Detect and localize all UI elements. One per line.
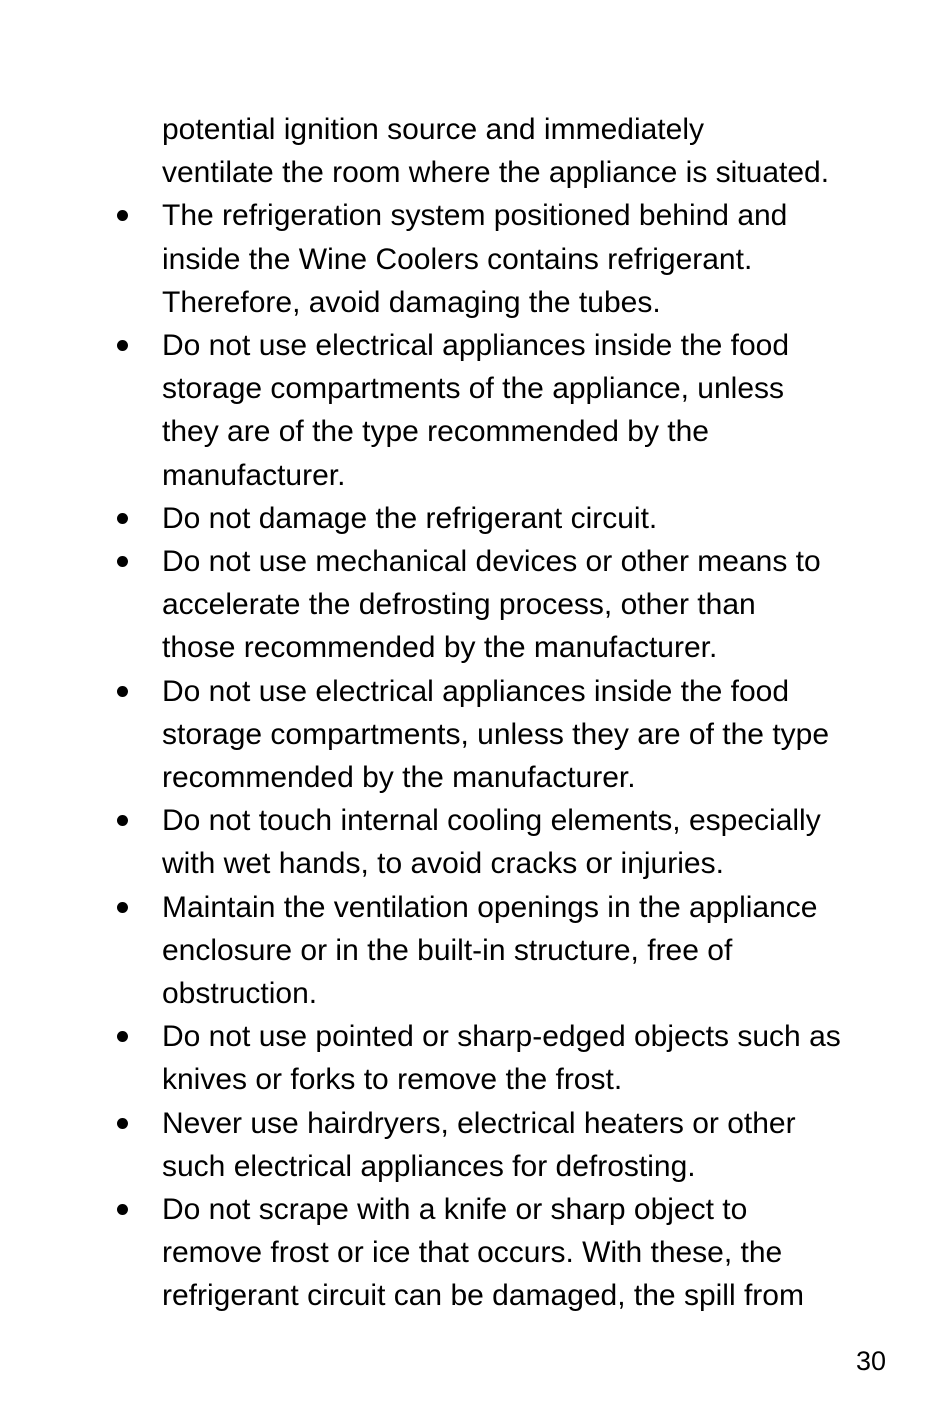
text-line: inside the Wine Coolers contains refrigerant. <box>162 242 753 276</box>
page-number: 30 <box>855 1346 886 1376</box>
text-line: accelerate the defrosting process, other than <box>162 588 756 622</box>
text-line: Therefore, avoid damaging the tubes. <box>162 285 661 319</box>
bullet-item <box>162 670 902 800</box>
text-line: those recommended by the manufacturer. <box>162 631 718 665</box>
continued-paragraph <box>162 108 902 194</box>
text-line: Never use hairdryers, electrical heaters or other <box>162 1106 796 1140</box>
text-line: storage compartments of the appliance, unless <box>162 372 785 406</box>
bullet-icon <box>117 1031 128 1042</box>
text-line: Do not use electrical appliances inside the food <box>162 329 790 363</box>
text-line: manufacturer. <box>162 458 346 492</box>
bullet-icon <box>117 556 128 567</box>
bullet-item <box>162 799 902 885</box>
text-line: with wet hands, to avoid cracks or injuries. <box>162 847 724 881</box>
bullet-item <box>162 497 902 540</box>
bullet-icon <box>117 1118 128 1129</box>
text-line: knives or forks to remove the frost. <box>162 1063 623 1097</box>
text-line: Do not scrape with a knife or sharp object to <box>162 1193 748 1227</box>
bullet-icon <box>117 902 128 913</box>
safety-text <box>162 108 902 1318</box>
text-line: ventilate the room where the appliance is situated. <box>162 156 830 190</box>
text-line: Maintain the ventilation openings in the appliance <box>162 890 818 924</box>
bullet-item <box>162 194 902 324</box>
bullet-item <box>162 886 902 1016</box>
text-line: remove frost or ice that occurs. With these, the <box>162 1236 783 1270</box>
text-line: potential ignition source and immediately <box>162 113 704 146</box>
text-line: recommended by the manufacturer. <box>162 761 636 795</box>
bullet-item <box>162 324 902 497</box>
text-line: Do not touch internal cooling elements, especially <box>162 804 821 838</box>
bullet-icon <box>117 340 128 351</box>
text-line: Do not use pointed or sharp-edged objects such as <box>162 1020 841 1054</box>
text-line: such electrical appliances for defrosting. <box>162 1149 696 1183</box>
safety-bullet-list <box>162 194 902 1317</box>
text-line: Do not use mechanical devices or other means to <box>162 545 821 579</box>
text-line: refrigerant circuit can be damaged, the spill from <box>162 1279 804 1313</box>
bullet-icon <box>117 686 128 697</box>
text-line: obstruction. <box>162 977 318 1011</box>
text-line: storage compartments, unless they are of the type <box>162 717 830 751</box>
bullet-item <box>162 1015 902 1101</box>
text-line: they are of the type recommended by the <box>162 415 709 449</box>
text-line: The refrigeration system positioned behind and <box>162 199 788 233</box>
text-line: Do not use electrical appliances inside the food <box>162 674 790 708</box>
bullet-icon <box>117 1204 128 1215</box>
bullet-icon <box>117 513 128 524</box>
text-line: Do not damage the refrigerant circuit. <box>162 501 658 535</box>
bullet-item <box>162 1188 902 1318</box>
text-line: enclosure or in the built-in structure, free of <box>162 933 733 967</box>
bullet-item <box>162 1102 902 1188</box>
bullet-icon <box>117 210 128 221</box>
bullet-item <box>162 540 902 670</box>
bullet-icon <box>117 815 128 826</box>
